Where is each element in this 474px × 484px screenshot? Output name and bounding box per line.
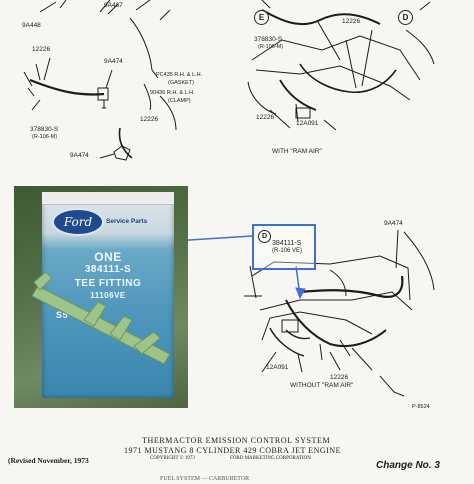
- label-12226-tr: 12226: [342, 18, 361, 25]
- page-title: THERMACTOR EMISSION CONTROL SYSTEM: [142, 436, 331, 445]
- circle-d-marker: D: [398, 10, 413, 25]
- label-9a474-b: 9A474: [70, 152, 89, 159]
- label-9a474: 9A474: [104, 58, 123, 65]
- label-r106m-tr: (R-106-M): [258, 44, 284, 50]
- callout-box-d: [252, 224, 316, 270]
- label-9a474-br: 9A474: [384, 220, 403, 227]
- label-clamp: (CLAMP): [168, 98, 191, 104]
- copyright-notice: COPYRIGHT © 1973: [150, 456, 195, 461]
- change-number: Change No. 3: [376, 460, 440, 471]
- section-footer: FUEL SYSTEM — CARBURETOR: [160, 476, 250, 482]
- bag-s5: S5: [56, 310, 69, 320]
- revision-date: (Revised November, 1973: [8, 456, 89, 465]
- circle-e-marker: E: [254, 10, 269, 25]
- label-12226-br: 12226: [330, 374, 349, 381]
- bag-description: TEE FITTING: [74, 278, 142, 289]
- tee-fitting-part: [14, 186, 188, 408]
- label-pc435: PC435 R.H. & L.H.: [156, 72, 203, 78]
- label-9a448: 9A448: [22, 22, 41, 29]
- label-with-ram-air: WITH "RAM AIR": [272, 148, 322, 155]
- label-12a091-tr: 12A091: [296, 120, 319, 127]
- bag-part-number: 384111-S: [84, 264, 132, 275]
- label-9a487: 9A487: [104, 2, 123, 9]
- label-figure-code: P-8524: [412, 404, 430, 410]
- bag-code: 11106VE: [90, 291, 126, 300]
- label-r106m: (R-106-M): [32, 134, 58, 140]
- label-378830-tr: 378830-S: [254, 36, 283, 43]
- label-12226-tr-b: 12226: [256, 114, 275, 121]
- bag-qty: ONE: [94, 250, 122, 264]
- label-12226-b: 12226: [140, 116, 159, 123]
- page-subtitle: 1971 MUSTANG 8 CYLINDER 429 COBRA JET ENGINE: [124, 446, 341, 455]
- label-gasket: (GASKET): [168, 80, 194, 86]
- label-without-ram-air: WITHOUT "RAM AIR": [290, 382, 354, 389]
- label-90436: 90436 R.H. & L.H.: [150, 90, 195, 96]
- label-12a091-br: 12A091: [266, 364, 289, 371]
- ford-logo: Ford: [52, 208, 104, 236]
- tee-fitting-photo: [14, 186, 188, 408]
- callout-part-number: 384111-S: [272, 240, 302, 247]
- callout-part-sub: (R-106 VE): [272, 248, 303, 254]
- service-parts-label: Service Parts: [106, 218, 148, 225]
- callout-d-marker: D: [258, 230, 271, 243]
- label-12226: 12226: [32, 46, 51, 53]
- corporation-name: FORD MARKETING CORPORATION: [230, 456, 311, 461]
- label-378830: 378830-S: [30, 126, 59, 133]
